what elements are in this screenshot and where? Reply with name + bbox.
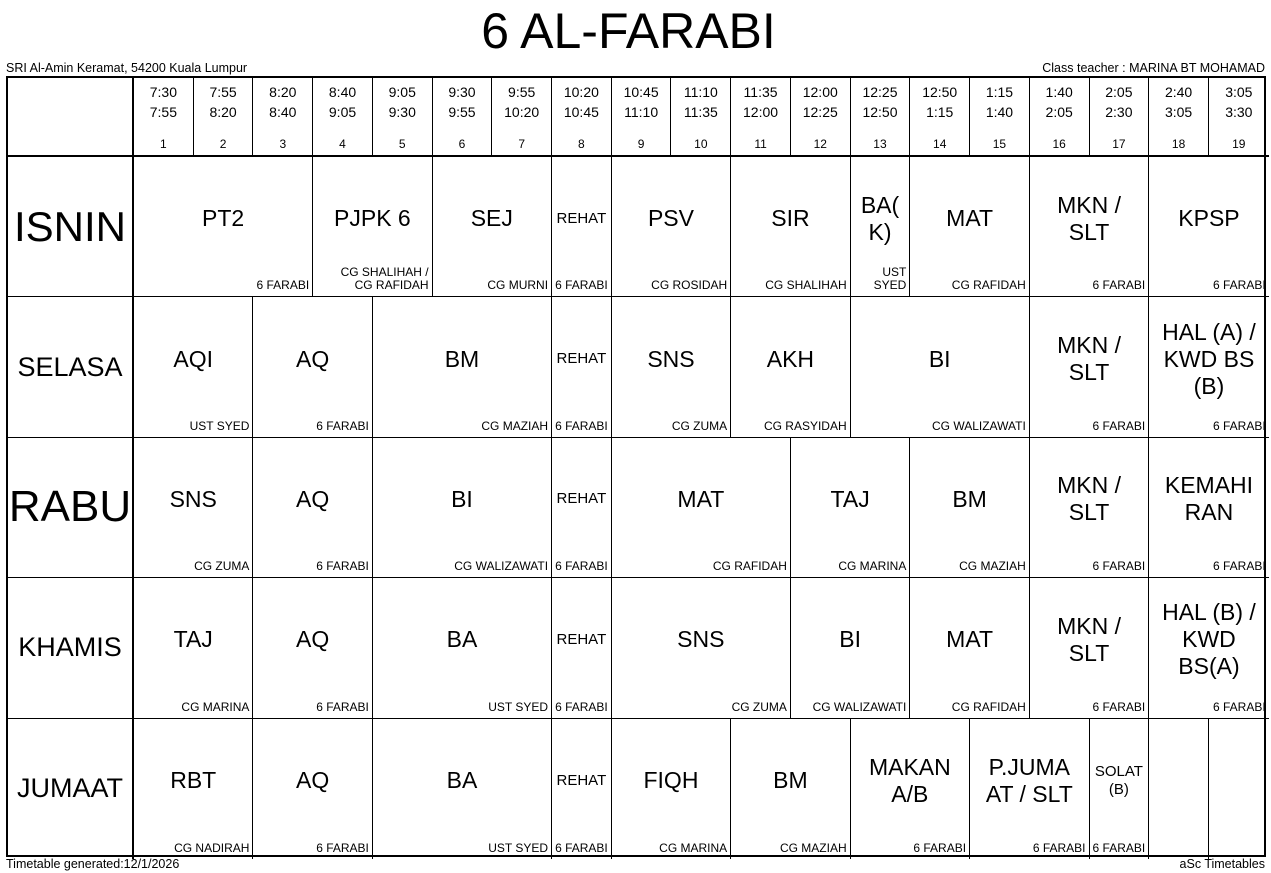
lesson-subject: REHAT xyxy=(556,350,607,368)
lesson-teacher: UST SYED xyxy=(873,265,907,293)
period-end-time: 2:30 xyxy=(1105,104,1133,120)
lesson-subject: HAL (A) / KWD BS (B) xyxy=(1162,318,1256,399)
lesson-subject: KEMAHI RAN xyxy=(1164,472,1254,526)
period-header xyxy=(194,78,254,157)
lesson-card[interactable] xyxy=(910,157,1029,297)
period-start-time: 10:20 xyxy=(563,84,599,100)
lesson-subject xyxy=(1211,719,1267,843)
period-number: 10 xyxy=(694,137,708,151)
timetable-title: 6 AL-FARABI xyxy=(481,3,776,59)
lesson-teacher: 6 FARABI xyxy=(913,840,967,855)
period-number: 16 xyxy=(1052,137,1066,151)
lesson-card[interactable] xyxy=(253,719,372,859)
period-number: 4 xyxy=(339,137,346,151)
period-start-time: 9:30 xyxy=(448,84,476,100)
lesson-card[interactable] xyxy=(612,578,791,718)
lesson-card[interactable] xyxy=(970,719,1089,859)
lesson-subject: REHAT xyxy=(556,209,607,227)
period-number: 9 xyxy=(637,137,645,151)
period-number: 11 xyxy=(754,137,767,151)
lesson-teacher: CG MARINA xyxy=(838,559,907,574)
lesson-card[interactable] xyxy=(791,438,910,578)
period-start-time: 11:10 xyxy=(683,84,718,100)
period-number: 15 xyxy=(992,137,1007,151)
day-label xyxy=(8,578,134,718)
period-start-time: 9:55 xyxy=(508,84,536,100)
day-label xyxy=(8,157,134,297)
lesson-subject: BM xyxy=(952,485,987,512)
lesson-teacher: 6 FARABI xyxy=(1092,699,1146,714)
lesson-card[interactable] xyxy=(134,578,253,718)
day-label xyxy=(8,438,134,578)
lesson-card[interactable] xyxy=(433,157,552,297)
period-end-time: 12:25 xyxy=(802,104,838,120)
lesson-card[interactable] xyxy=(1149,157,1268,297)
lesson-card[interactable] xyxy=(731,297,850,437)
class-teacher: Class teacher : MARINA BT MOHAMAD xyxy=(1042,61,1265,75)
day-name: SELASA xyxy=(17,351,123,382)
period-start-time: 8:20 xyxy=(269,84,297,100)
period-start-time: 12:00 xyxy=(802,84,838,100)
period-header xyxy=(433,78,493,157)
lesson-teacher: CG RASYIDAH xyxy=(763,418,847,433)
lesson-card[interactable] xyxy=(851,157,911,297)
lesson-subject: TAJ xyxy=(830,485,870,512)
period-header xyxy=(552,78,612,157)
period-start-time: 7:30 xyxy=(149,84,177,100)
lesson-teacher: CG WALIZAWATI xyxy=(932,418,1026,433)
lesson-subject: AQ xyxy=(296,767,330,794)
period-header xyxy=(731,78,791,157)
lesson-subject: BA xyxy=(446,626,478,653)
period-header xyxy=(253,78,313,157)
period-end-time: 10:45 xyxy=(563,104,599,120)
period-start-time: 9:05 xyxy=(388,84,416,100)
lesson-teacher: CG SHALIHAH / CG RAFIDAH xyxy=(340,265,429,293)
lesson-card[interactable] xyxy=(1030,578,1149,718)
period-number: 18 xyxy=(1171,137,1186,151)
lesson-subject: PT2 xyxy=(201,205,245,232)
lesson-card[interactable] xyxy=(552,297,612,437)
lesson-subject: RBT xyxy=(170,767,217,794)
lesson-card[interactable] xyxy=(612,297,731,437)
lesson-teacher: CG MARINA xyxy=(181,699,250,714)
period-start-time: 7:55 xyxy=(209,84,237,100)
lesson-teacher: 6 FARABI xyxy=(256,278,310,293)
timetable-grid xyxy=(6,76,1266,857)
lesson-teacher: CG ZUMA xyxy=(671,418,728,433)
lesson-teacher: CG SHALIHAH xyxy=(765,278,847,293)
lesson-subject: SNS xyxy=(677,626,725,653)
lesson-teacher: CG RAFIDAH xyxy=(951,278,1026,293)
lesson-card[interactable] xyxy=(1149,578,1268,718)
period-header xyxy=(970,78,1030,157)
lesson-card[interactable] xyxy=(253,438,372,578)
lesson-teacher: 6 FARABI xyxy=(316,418,369,433)
software-credit: aSc Timetables xyxy=(1179,857,1265,871)
lesson-teacher: 6 FARABI xyxy=(316,559,369,574)
lesson-teacher: CG MURNI xyxy=(487,278,549,293)
lesson-subject: KPSP xyxy=(1178,205,1240,232)
period-start-time: 10:45 xyxy=(623,84,659,100)
lesson-teacher: CG ROSIDAH xyxy=(651,278,728,293)
lesson-card[interactable] xyxy=(731,157,850,297)
period-header xyxy=(313,78,373,157)
period-end-time: 9:30 xyxy=(388,104,416,120)
period-end-time: 2:05 xyxy=(1045,104,1073,120)
corner-cell xyxy=(8,78,134,157)
period-header xyxy=(1149,78,1209,157)
lesson-subject: TAJ xyxy=(173,626,213,653)
lesson-subject: PJPK 6 xyxy=(334,205,411,232)
lesson-card[interactable] xyxy=(134,297,253,437)
lesson-teacher: 6 FARABI xyxy=(555,840,608,855)
lesson-subject: REHAT xyxy=(556,771,607,789)
period-end-time: 8:40 xyxy=(269,104,297,120)
lesson-subject: AQ xyxy=(296,626,330,653)
period-number: 2 xyxy=(219,137,227,151)
period-number: 12 xyxy=(813,137,827,151)
lesson-teacher: 6 FARABI xyxy=(1212,699,1266,714)
lesson-teacher: UST SYED xyxy=(189,418,250,433)
lesson-teacher: 6 FARABI xyxy=(1032,840,1086,855)
lesson-subject: AQ xyxy=(296,485,330,512)
lesson-card[interactable] xyxy=(253,297,372,437)
period-end-time: 7:55 xyxy=(149,104,177,120)
day-name: JUMAAT xyxy=(17,773,123,804)
lesson-card[interactable] xyxy=(851,719,970,859)
lesson-teacher: CG MAZIAH xyxy=(779,840,847,855)
day-label xyxy=(8,297,134,437)
period-end-time: 8:20 xyxy=(209,104,237,120)
lesson-teacher: CG ZUMA xyxy=(194,559,250,574)
lesson-teacher: CG NADIRAH xyxy=(174,840,250,855)
lesson-subject: MKN / SLT xyxy=(1057,191,1121,245)
lesson-card[interactable] xyxy=(134,719,253,859)
lesson-card[interactable] xyxy=(1090,719,1150,859)
period-header xyxy=(612,78,672,157)
period-number: 8 xyxy=(578,137,585,151)
lesson-teacher: 6 FARABI xyxy=(555,559,608,574)
period-number: 14 xyxy=(933,137,947,151)
lesson-teacher: UST SYED xyxy=(488,840,549,855)
period-end-time: 3:05 xyxy=(1164,104,1193,120)
lesson-subject: BA( K) xyxy=(860,191,900,245)
lesson-card[interactable] xyxy=(910,578,1029,718)
period-end-time: 1:15 xyxy=(926,104,954,120)
lesson-subject: MAKAN A/B xyxy=(868,753,951,807)
lesson-subject: SOLAT (B) xyxy=(1094,762,1143,798)
lesson-subject xyxy=(1151,719,1206,843)
period-number: 7 xyxy=(518,137,526,151)
lesson-subject: P.JUMA AT / SLT xyxy=(985,753,1073,807)
lesson-card[interactable] xyxy=(1149,719,1209,859)
period-start-time: 8:40 xyxy=(328,84,357,100)
lesson-card[interactable] xyxy=(1030,438,1149,578)
lesson-subject: SNS xyxy=(169,485,217,512)
period-number: 5 xyxy=(398,137,406,151)
lesson-card[interactable] xyxy=(791,578,910,718)
lesson-card[interactable] xyxy=(552,438,612,578)
lesson-card[interactable] xyxy=(134,157,313,297)
period-header xyxy=(851,78,911,157)
period-start-time: 1:15 xyxy=(985,84,1014,100)
lesson-card[interactable] xyxy=(373,438,552,578)
lesson-subject: BA xyxy=(446,767,478,794)
lesson-card[interactable] xyxy=(373,578,552,718)
lesson-card[interactable] xyxy=(313,157,432,297)
lesson-subject: MAT xyxy=(946,205,993,232)
lesson-subject: MKN / SLT xyxy=(1057,612,1121,666)
period-end-time: 12:50 xyxy=(862,104,898,120)
period-number: 6 xyxy=(458,137,466,151)
lesson-card[interactable] xyxy=(1030,157,1149,297)
period-number: 17 xyxy=(1112,137,1126,151)
day-name: KHAMIS xyxy=(18,632,122,663)
lesson-subject: AKH xyxy=(766,345,815,372)
lesson-subject: FIQH xyxy=(643,767,699,794)
lesson-subject: BI xyxy=(839,626,861,653)
period-header xyxy=(1209,78,1269,157)
period-number: 19 xyxy=(1232,137,1246,151)
lesson-subject: MKN / SLT xyxy=(1057,332,1121,386)
lesson-card[interactable] xyxy=(612,719,731,859)
day-name: ISNIN xyxy=(13,202,126,250)
period-start-time: 1:40 xyxy=(1045,84,1073,100)
lesson-subject: BI xyxy=(451,485,473,512)
lesson-subject: SIR xyxy=(771,205,810,232)
lesson-teacher: CG MAZIAH xyxy=(959,559,1026,574)
lesson-card[interactable] xyxy=(612,157,731,297)
period-number: 1 xyxy=(160,137,167,151)
period-end-time: 1:40 xyxy=(985,104,1014,120)
period-header xyxy=(134,78,194,157)
lesson-subject: MKN / SLT xyxy=(1057,472,1121,526)
lesson-card[interactable] xyxy=(134,438,253,578)
lesson-card[interactable] xyxy=(1209,719,1269,859)
lesson-card[interactable] xyxy=(552,157,612,297)
lesson-card[interactable] xyxy=(373,719,552,859)
lesson-teacher: 6 FARABI xyxy=(555,278,608,293)
lesson-card[interactable] xyxy=(612,438,791,578)
lesson-card[interactable] xyxy=(1149,438,1268,578)
period-header xyxy=(1090,78,1150,157)
period-end-time: 11:35 xyxy=(683,104,718,120)
generated-date: Timetable generated:12/1/2026 xyxy=(6,857,180,871)
period-start-time: 2:40 xyxy=(1164,84,1193,100)
lesson-teacher: CG WALIZAWATI xyxy=(454,559,549,574)
lesson-teacher: 6 FARABI xyxy=(1092,418,1146,433)
lesson-teacher: 6 FARABI xyxy=(1092,559,1146,574)
lesson-card[interactable] xyxy=(1149,297,1268,437)
lesson-teacher: UST SYED xyxy=(488,699,549,714)
period-header xyxy=(1030,78,1090,157)
lesson-subject: AQ xyxy=(296,345,330,372)
lesson-card[interactable] xyxy=(851,297,1030,437)
lesson-subject: BI xyxy=(928,345,951,372)
lesson-teacher: 6 FARABI xyxy=(316,699,369,714)
period-start-time: 12:50 xyxy=(922,84,958,100)
period-start-time: 2:05 xyxy=(1105,84,1133,100)
lesson-subject: SNS xyxy=(647,345,695,372)
period-header xyxy=(791,78,851,157)
period-header xyxy=(373,78,433,157)
lesson-teacher: CG MARINA xyxy=(659,840,728,855)
period-start-time: 3:05 xyxy=(1225,84,1253,100)
day-name: RABU xyxy=(8,482,132,532)
period-header xyxy=(492,78,552,157)
lesson-teacher: 6 FARABI xyxy=(1092,840,1146,855)
lesson-subject: BM xyxy=(773,767,808,794)
lesson-subject: BM xyxy=(444,345,480,372)
lesson-card[interactable] xyxy=(1030,297,1149,437)
lesson-card[interactable] xyxy=(552,578,612,718)
lesson-subject: SEJ xyxy=(470,205,513,232)
lesson-card[interactable] xyxy=(731,719,850,859)
period-end-time: 9:55 xyxy=(448,104,476,120)
lesson-teacher: 6 FARABI xyxy=(1212,559,1266,574)
lesson-subject: MAT xyxy=(677,485,725,512)
lesson-teacher: 6 FARABI xyxy=(1212,418,1266,433)
lesson-teacher: CG ZUMA xyxy=(731,699,787,714)
period-start-time: 11:35 xyxy=(743,84,778,100)
lesson-subject: REHAT xyxy=(556,490,607,508)
day-label xyxy=(8,719,134,859)
period-start-time: 12:25 xyxy=(862,84,898,100)
lesson-subject: MAT xyxy=(946,626,993,653)
period-end-time: 12:00 xyxy=(743,104,779,120)
period-end-time: 3:30 xyxy=(1225,104,1253,120)
period-header xyxy=(910,78,970,157)
period-end-time: 11:10 xyxy=(624,104,659,120)
period-header xyxy=(671,78,731,157)
lesson-teacher: CG RAFIDAH xyxy=(951,699,1026,714)
lesson-subject: PSV xyxy=(647,205,694,232)
period-end-time: 9:05 xyxy=(328,104,357,120)
lesson-teacher: 6 FARABI xyxy=(555,418,608,433)
lesson-subject: HAL (B) / KWD BS(A) xyxy=(1162,599,1256,680)
school-address: SRI Al-Amin Keramat, 54200 Kuala Lumpur xyxy=(6,61,248,75)
period-end-time: 10:20 xyxy=(504,104,540,120)
period-number: 3 xyxy=(279,137,287,151)
lesson-card[interactable] xyxy=(552,719,612,859)
lesson-teacher: CG RAFIDAH xyxy=(712,559,787,574)
lesson-teacher: 6 FARABI xyxy=(316,840,369,855)
lesson-teacher: CG MAZIAH xyxy=(481,418,549,433)
lesson-card[interactable] xyxy=(253,578,372,718)
lesson-teacher: 6 FARABI xyxy=(1092,278,1146,293)
lesson-teacher: 6 FARABI xyxy=(555,699,608,714)
period-number: 13 xyxy=(873,137,887,151)
lesson-subject: REHAT xyxy=(556,630,607,648)
lesson-teacher: CG WALIZAWATI xyxy=(812,699,907,714)
lesson-card[interactable] xyxy=(373,297,552,437)
lesson-subject: AQI xyxy=(173,345,214,372)
lesson-teacher: 6 FARABI xyxy=(1212,278,1266,293)
lesson-card[interactable] xyxy=(910,438,1029,578)
